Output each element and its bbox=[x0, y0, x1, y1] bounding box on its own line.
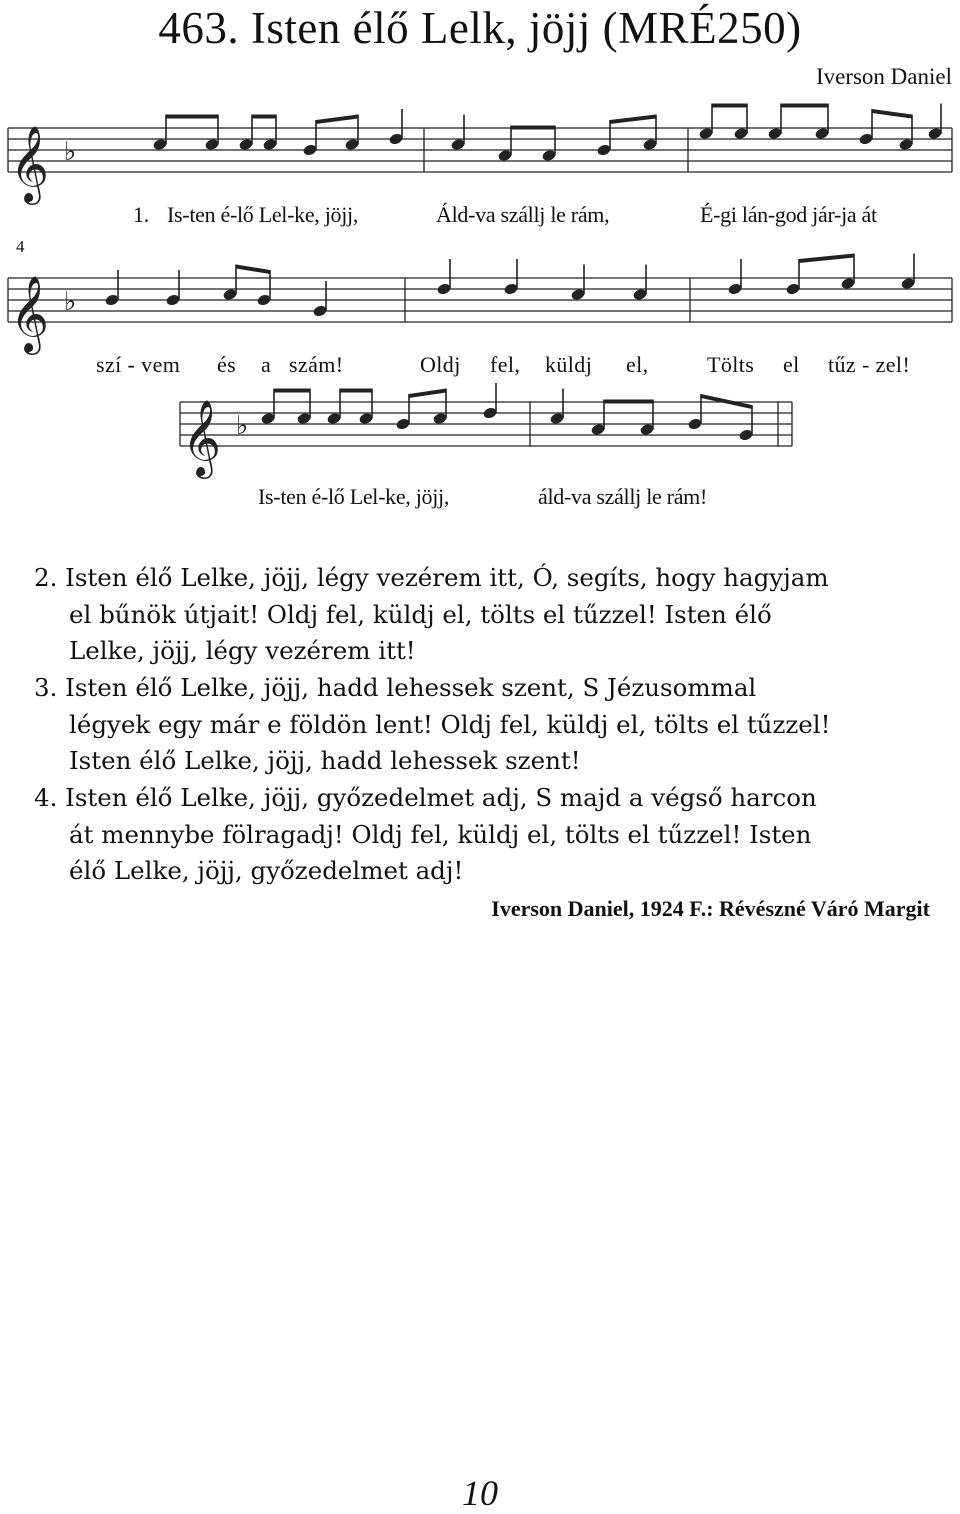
verse-line: 3. Isten élő Lelke, jöjj, hadd lehessek szent, S Jézusommal bbox=[34, 673, 757, 702]
note-beam bbox=[610, 115, 656, 125]
verse-2 bbox=[34, 560, 934, 670]
verse-3 bbox=[34, 670, 934, 780]
lyric-line2-word: el, bbox=[626, 352, 649, 377]
note-beam bbox=[799, 254, 854, 264]
verse-line: 2. Isten élő Lelke, jöjj, légy vezérem itt, Ó, segíts, hogy hagyjam bbox=[34, 563, 829, 592]
lyric-line2-word: szám! bbox=[289, 352, 344, 377]
note-beam bbox=[781, 104, 828, 108]
verse-line: Isten élő Lelke, jöjj, hadd lehessek szent! bbox=[69, 746, 581, 775]
treble-clef-glyph: 𝄞 bbox=[182, 399, 222, 476]
verse-line: el bűnök útjait! Oldj fel, küldj el, tölts el tűzzel! Isten élő bbox=[69, 599, 772, 629]
note-beam bbox=[712, 104, 747, 108]
note-beam bbox=[252, 115, 276, 119]
lyric-line3-part1: Is-ten é-lő Lel-ke, jöjj, bbox=[258, 484, 450, 509]
lyric-line3-part2: áld-va szállj le rám! bbox=[538, 484, 708, 509]
page-title: 463. Isten élő Lelk, jöjj (MRÉ250) bbox=[158, 3, 802, 53]
lyric-line2-word: el bbox=[783, 352, 800, 377]
treble-clef-glyph: 𝄞 bbox=[10, 125, 50, 202]
lyric-line2-word: tűz - zel! bbox=[828, 352, 911, 377]
verse-line: légyek egy már e földön lent! Oldj fel, küldj el, tölts el tűzzel! bbox=[69, 709, 831, 739]
music-score bbox=[0, 0, 960, 520]
lyric-line1-part1: Is-ten é-lő Lel-ke, jöjj, bbox=[167, 202, 359, 227]
key-flat-glyph: ♭ bbox=[236, 411, 249, 441]
credit-line: Iverson Daniel, 1924 F.: Révészné Váró Margit bbox=[491, 896, 930, 921]
lyric-line2-word: és bbox=[217, 352, 237, 377]
verse-line: Lelke, jöjj, légy vezérem itt! bbox=[69, 636, 416, 665]
composer-name: Iverson Daniel bbox=[815, 64, 952, 89]
note-beam bbox=[316, 115, 358, 125]
note-beam bbox=[409, 389, 446, 399]
lyric-line2-word: fel, bbox=[490, 352, 521, 377]
note-beam bbox=[872, 109, 912, 119]
page-number: 10 bbox=[462, 1473, 498, 1513]
lyric-line2-word: a bbox=[261, 352, 272, 377]
lyric-line2-word: Oldj bbox=[420, 352, 461, 377]
verse-line: át mennybe fölragadj! Oldj fel, küldj el, tölts el tűzzel! Isten bbox=[69, 819, 812, 849]
note-beam bbox=[604, 400, 653, 404]
treble-clef-glyph: 𝄞 bbox=[10, 275, 50, 352]
note-beam bbox=[236, 265, 270, 275]
verse-line: 4. Isten élő Lelke, jöjj, győzedelmet adj, S majd a végső harcon bbox=[34, 783, 817, 812]
lyric-line2-word: szí - vem bbox=[96, 352, 181, 377]
treble-clefs bbox=[10, 125, 248, 479]
verse-4 bbox=[34, 780, 934, 890]
note-beam bbox=[340, 389, 372, 393]
key-flat-glyph: ♭ bbox=[64, 137, 77, 167]
lyric-line2-word: Tölts bbox=[707, 352, 755, 377]
note-heads bbox=[104, 127, 942, 442]
note-beam bbox=[511, 126, 555, 130]
staff-lines bbox=[8, 128, 952, 446]
measure-number: 4 bbox=[16, 237, 25, 256]
lyric-line1-part3: É-gi lán-god jár-ja át bbox=[700, 202, 877, 227]
key-flat-glyph: ♭ bbox=[64, 287, 77, 317]
note-beams bbox=[166, 104, 912, 410]
lyric-line2-word: küldj bbox=[545, 352, 593, 377]
note-beam bbox=[166, 115, 218, 119]
note-beam bbox=[274, 389, 310, 393]
lyric-verse-number: 1. bbox=[133, 202, 149, 227]
verse-line: élő Lelke, jöjj, győzedelmet adj! bbox=[69, 856, 464, 885]
lyric-line1-part2: Áld-va szállj le rám, bbox=[436, 202, 610, 227]
